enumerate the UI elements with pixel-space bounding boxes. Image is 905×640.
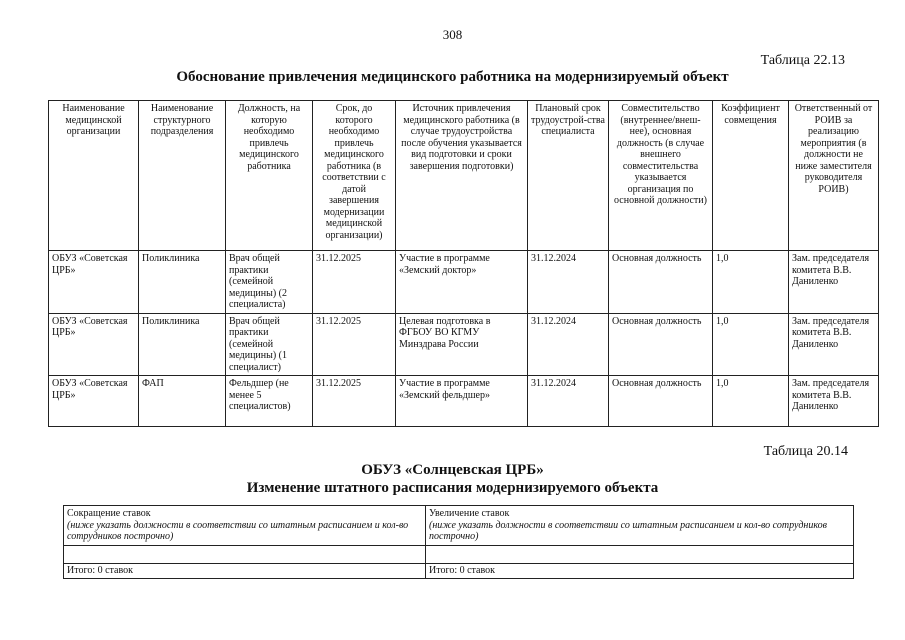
table2-caption: Таблица 20.14 [763, 444, 848, 459]
header-cell: Ответственный от РОИВ за реализацию мероприятия (в должности не ниже заместителя руководителя РОИВ) [789, 101, 879, 251]
increase-note: (ниже указать должности в соответствии со штатным расписанием и кол-во сотрудников построчно) [429, 519, 828, 542]
table-cell: Основная должность [609, 251, 713, 314]
table-cell: Врач общей практики (семейной медицины) (1 специалист) [226, 313, 313, 376]
reduction-header-cell [64, 506, 426, 546]
table-row [49, 313, 879, 376]
table-cell: Зам. председателя комитета В.В. Даниленко [789, 376, 879, 427]
table2-title-org: ОБУЗ «Солнцевская ЦРБ» [361, 462, 544, 478]
table-cell [64, 545, 426, 563]
table2-title: Изменение штатного расписания модернизируемого объекта [246, 480, 659, 496]
table-cell: Участие в программе «Земский доктор» [396, 251, 528, 314]
reduction-total: Итого: 0 ставок [64, 563, 426, 578]
table-cell: 31.12.2025 [313, 376, 396, 427]
table-cell: Зам. председателя комитета В.В. Даниленко [789, 251, 879, 314]
header-cell: Срок, до которого необходимо привлечь медицинского работника (в соответствии с датой завершения модернизации медицинской организации) [313, 101, 396, 251]
table-cell: 31.12.2024 [528, 251, 609, 314]
justification-table [48, 100, 879, 427]
table-cell: 31.12.2025 [313, 251, 396, 314]
reduction-header: Сокращение ставок [67, 508, 151, 519]
table-cell: 1,0 [713, 376, 789, 427]
table-cell: 31.12.2025 [313, 313, 396, 376]
table-cell: 1,0 [713, 313, 789, 376]
reduction-note: (ниже указать должности в соответствии со штатным расписанием и кол-во сотрудников построчно) [67, 519, 409, 542]
table-cell: Поликлиника [139, 313, 226, 376]
table-cell: Основная должность [609, 313, 713, 376]
table-cell: 31.12.2024 [528, 313, 609, 376]
table-cell: ОБУЗ «Советская ЦРБ» [49, 251, 139, 314]
total-row [64, 563, 854, 578]
table-cell: Поликлиника [139, 251, 226, 314]
header-cell: Коэффициент совмещения [713, 101, 789, 251]
increase-header: Увеличение ставок [429, 508, 510, 519]
table-cell: Участие в программе «Земский фельдшер» [396, 376, 528, 427]
table2-header-row [64, 506, 854, 546]
table-cell: ФАП [139, 376, 226, 427]
table-cell: 31.12.2024 [528, 376, 609, 427]
header-cell: Должность, на которую необходимо привлечь медицинского работника [226, 101, 313, 251]
table-cell: 1,0 [713, 251, 789, 314]
table1-header-row [49, 101, 879, 251]
table1-title: Обоснование привлечения медицинского работника на модернизируемый объект [176, 69, 729, 85]
table-cell: Фельдшер (не менее 5 специалистов) [226, 376, 313, 427]
header-cell: Наименование структурного подразделения [139, 101, 226, 251]
table1-caption: Таблица 22.13 [760, 53, 845, 68]
table-row [49, 376, 879, 427]
table-row [49, 251, 879, 314]
table-cell: Целевая подготовка в ФГБОУ ВО КГМУ Минздрава России [396, 313, 528, 376]
header-cell: Плановый срок трудоустрой-ства специалиста [528, 101, 609, 251]
staffing-change-table [63, 505, 854, 579]
increase-total: Итого: 0 ставок [426, 563, 854, 578]
empty-row [64, 545, 854, 563]
table-cell [426, 545, 854, 563]
header-cell: Совместительство (внутреннее/внеш-нее), основная должность (в случае внешнего совместительства указывается организация по основной должности) [609, 101, 713, 251]
table-cell: ОБУЗ «Советская ЦРБ» [49, 313, 139, 376]
header-cell: Источник привлечения медицинского работника (в случае трудоустройства после обучения указывается вид подготовки и сроки завершения подготовки) [396, 101, 528, 251]
table-cell: ОБУЗ «Советская ЦРБ» [49, 376, 139, 427]
table-cell: Зам. председателя комитета В.В. Даниленко [789, 313, 879, 376]
header-cell: Наименование медицинской организации [49, 101, 139, 251]
table-cell: Основная должность [609, 376, 713, 427]
page-number: 308 [442, 27, 463, 42]
table-cell: Врач общей практики (семейной медицины) (2 специалиста) [226, 251, 313, 314]
increase-header-cell [426, 506, 854, 546]
